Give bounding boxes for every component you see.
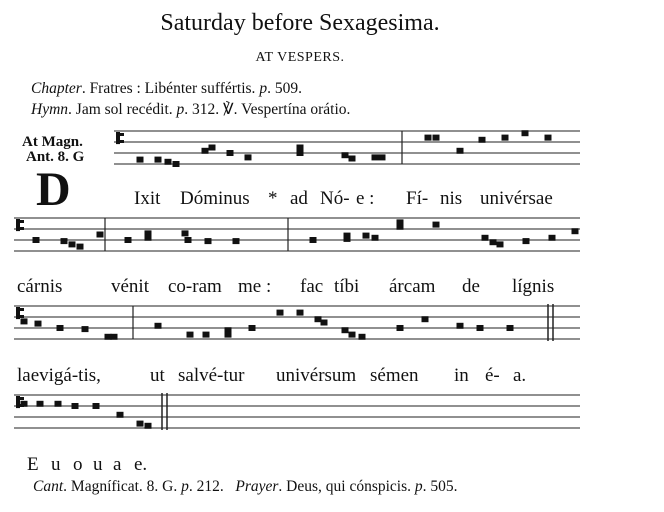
neume-note [233, 238, 240, 244]
lyric-word: lígnis [512, 276, 555, 297]
neume-note [477, 325, 484, 331]
neume-note [507, 325, 514, 331]
antiphon-label-magnificat: At Magn. [22, 134, 83, 150]
neume-note [457, 148, 464, 154]
lyric-word: Ixit [134, 188, 161, 209]
lyric-word: ad [290, 188, 308, 209]
lyric-word: u [51, 454, 61, 475]
footer-line [33, 478, 458, 496]
neume-note [310, 237, 317, 243]
neume-note [277, 310, 284, 316]
lyric-word: é- [485, 365, 500, 386]
do-clef [20, 397, 24, 400]
lyric-word: sémen [370, 365, 419, 386]
lyric-word: o [73, 454, 83, 475]
neume-note [315, 316, 322, 322]
do-clef [20, 227, 24, 230]
neume-note [433, 222, 440, 228]
prayer-label: Prayer [235, 478, 279, 495]
page-title: Saturday before Sexagesima. [160, 10, 440, 36]
lyric-word: a [113, 454, 122, 475]
neume-note [297, 310, 304, 316]
do-clef [116, 132, 120, 144]
neume-note [359, 334, 366, 340]
prayer-page-label: p [414, 478, 423, 495]
neume-note [61, 238, 68, 244]
cant-text: . Magníficat. 8. G. [63, 478, 182, 495]
lyric-word: Fí- [406, 188, 429, 209]
neume-note [155, 157, 162, 163]
neume-note [497, 241, 504, 247]
neume-note [372, 235, 379, 241]
neume-note [187, 332, 194, 338]
neume-note [372, 154, 379, 160]
neume-note [572, 228, 579, 234]
neume-note [397, 219, 404, 225]
neume-note [522, 130, 529, 136]
neume-note [35, 321, 42, 327]
lyric-word: E [27, 454, 39, 475]
lyric-word: * [268, 188, 278, 209]
neume-note [344, 236, 351, 242]
neume-note [185, 237, 192, 243]
chapter-text: . Fratres : Libénter suffértis. [81, 80, 260, 97]
lyric-word: e : [356, 188, 375, 209]
neume-note [425, 135, 432, 141]
lyric-word: tíbi [334, 276, 360, 297]
neume-note [342, 327, 349, 333]
neume-note [349, 156, 356, 162]
neume-note [249, 325, 256, 331]
neume-note [33, 237, 40, 243]
neume-note [349, 332, 356, 338]
cant-page-label: p [181, 478, 189, 495]
neume-note [145, 235, 152, 241]
neume-note [37, 401, 44, 407]
do-clef [16, 219, 20, 231]
neume-note [379, 154, 386, 160]
lyric-word: ut [150, 365, 165, 386]
lyric-word: árcam [389, 276, 436, 297]
lyric-word: nis [440, 188, 463, 209]
lyric-word: univérsum [276, 365, 357, 386]
lyric-word: vénit [111, 276, 149, 297]
neume-note [209, 145, 216, 151]
lyric-word: Dóminus [180, 188, 250, 209]
do-clef [16, 307, 20, 319]
lyric-word: fac [300, 276, 324, 297]
hymn-text: . Jam sol recédit. [68, 101, 177, 118]
neume-note [82, 326, 89, 332]
neume-note [145, 423, 152, 429]
neume-note [245, 154, 252, 160]
neume-note [105, 334, 112, 340]
hymn-page: . 312. ℣. Vespertína orátio. [184, 101, 351, 118]
neume-note [165, 159, 172, 165]
neume-note [490, 239, 497, 245]
do-clef [120, 140, 124, 143]
neume-note [173, 161, 180, 167]
neume-note [482, 235, 489, 241]
neume-note [321, 320, 328, 326]
hymn-page-label: p [176, 101, 185, 118]
do-clef [20, 308, 24, 311]
neume-note [21, 401, 28, 407]
neume-note [545, 135, 552, 141]
neume-note [137, 421, 144, 427]
lyric-word: u [93, 454, 103, 475]
neume-note [205, 238, 212, 244]
lyric-word: co-ram [168, 276, 222, 297]
initial-letter: D [36, 163, 71, 216]
lyric-word: salvé-tur [178, 365, 245, 386]
neume-note [21, 318, 28, 324]
do-clef [20, 220, 24, 223]
neume-note [182, 230, 189, 236]
neume-note [397, 325, 404, 331]
lyric-word: de [462, 276, 480, 297]
antiphon-label-mode: Ant. 8. G [26, 149, 85, 165]
chapter-page: . 509. [267, 80, 302, 97]
lyric-word: in [454, 365, 469, 386]
lyric-word: cárnis [17, 276, 63, 297]
lyric-word: a. [513, 365, 527, 386]
do-clef [120, 133, 124, 136]
neume-note [363, 233, 370, 239]
neume-note [117, 412, 124, 418]
neume-note [111, 334, 118, 340]
lyric-word: univérsae [480, 188, 553, 209]
neume-note [137, 157, 144, 163]
neume-note [297, 150, 304, 156]
neume-note [55, 401, 62, 407]
neume-note [93, 403, 100, 409]
do-clef [20, 315, 24, 318]
lyric-word: Nó- [320, 188, 350, 209]
lyric-word: me : [238, 276, 272, 297]
cant-page: . 212. [188, 478, 224, 495]
neume-note [502, 135, 509, 141]
neume-note [203, 332, 210, 338]
neume-note [457, 323, 464, 329]
neume-note [479, 137, 486, 143]
office-subtitle: AT VESPERS. [255, 50, 345, 65]
neume-note [523, 238, 530, 244]
neume-note [69, 241, 76, 247]
neume-note [57, 325, 64, 331]
lyric-word: laevigá-tis, [17, 365, 101, 386]
neume-note [155, 323, 162, 329]
neume-note [549, 235, 556, 241]
neume-note [342, 152, 349, 158]
neume-note [297, 145, 304, 151]
hymn-label: Hymn [31, 101, 69, 118]
neume-note [225, 332, 232, 338]
prayer-text: . Deus, qui cónspicis. [278, 478, 415, 495]
neume-note [433, 135, 440, 141]
neume-note [202, 148, 209, 154]
chapter-page-label: p [259, 80, 268, 97]
cant-label: Cant [33, 478, 64, 495]
neume-note [422, 316, 429, 322]
lyric-word: e. [134, 454, 148, 475]
chapter-label: Chapter [31, 80, 82, 97]
neume-note [227, 150, 234, 156]
neume-note [125, 237, 132, 243]
neume-note [77, 244, 84, 250]
do-clef [16, 396, 20, 408]
neume-note [97, 232, 104, 238]
neume-note [72, 403, 79, 409]
prayer-page: . 505. [422, 478, 458, 495]
